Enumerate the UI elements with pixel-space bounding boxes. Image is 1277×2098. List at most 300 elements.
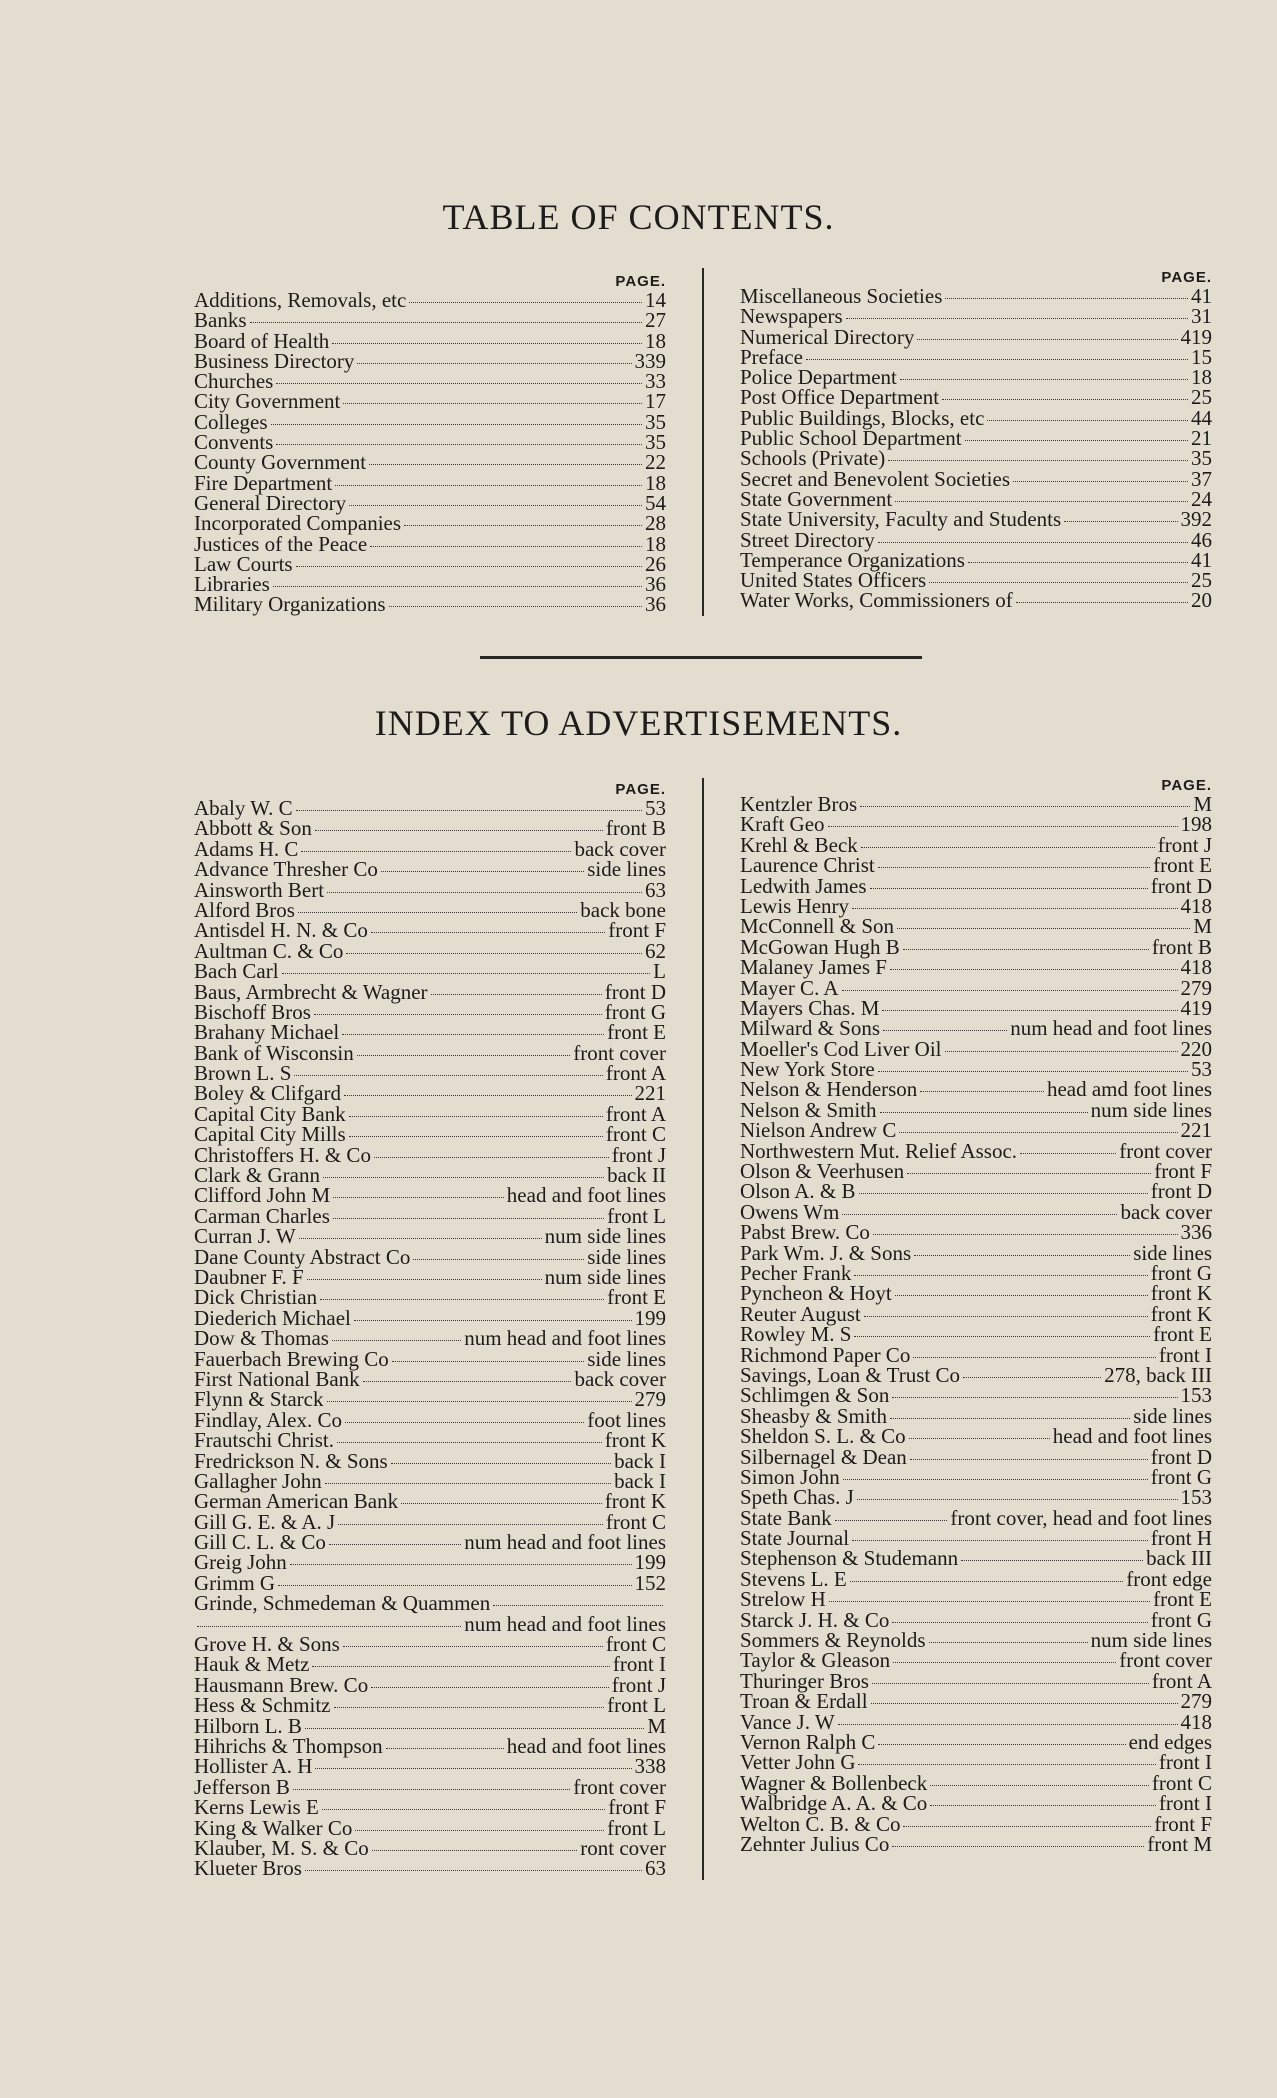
entry-page: 53 [1191,1057,1212,1082]
adv-entry [740,873,1212,898]
toc-entry [194,572,666,597]
adv-entry [740,1342,1212,1367]
entry-name: Churches [194,369,274,394]
dot-leader [323,1177,604,1178]
entry-page: 35 [1191,446,1212,471]
entry-name: Gallagher John [194,1468,322,1493]
entry-page: 21 [1191,426,1212,451]
entry-page: 338 [634,1754,666,1779]
entry-page: num side lines [544,1264,666,1289]
entry-page: 220 [1180,1036,1212,1061]
entry-name: Laurence Christ [740,853,875,878]
dot-leader [312,1666,609,1667]
dot-leader [930,1805,1156,1806]
entry-name: Taylor & Gleason [740,1648,891,1673]
adv-entry [740,1464,1212,1489]
adv-entry [194,1346,666,1371]
dot-leader [372,1850,578,1851]
entry-page: 18 [645,470,666,495]
entry-name: Hihrichs & Thompson [194,1733,383,1758]
entry-name: Nielson Andrew C [740,1118,897,1143]
entry-name: Secret and Benevolent Societies [740,466,1010,491]
dot-leader [870,888,1148,889]
dot-leader [878,542,1188,543]
dot-leader [883,1030,1007,1031]
adv-entry [194,857,666,882]
entry-name: Nelson & Smith [740,1097,877,1122]
dot-leader [892,1846,1144,1847]
entry-name: Findlay, Alex. Co [194,1407,342,1432]
dot-leader [327,892,642,893]
entry-name: Additions, Removals, etc [194,288,407,312]
entry-page: back cover [574,836,666,861]
entry-name: New York Store [740,1057,875,1082]
entry-name: Milward & Sons [740,1016,881,1041]
entry-page: front L [607,1203,666,1228]
entry-page: 336 [1180,1220,1212,1245]
entry-page: front B [605,816,666,841]
entry-page: back I [614,1448,666,1473]
dot-leader [315,830,603,831]
entry-page: 153 [1180,1485,1212,1510]
entry-name: Colleges [194,409,268,434]
entry-name: Clifford John M [194,1183,331,1208]
entry-page: side lines [587,1346,666,1371]
entry-page: 24 [1191,486,1212,511]
toc-entry [740,486,1212,511]
dot-leader [878,1071,1188,1072]
entry-name: Kentzler Bros [740,792,858,816]
toc-entry [194,409,666,434]
dot-leader [333,1197,504,1198]
adv-entry [740,1159,1212,1184]
dot-leader [882,1010,1177,1011]
adv-entry [194,918,666,943]
dot-leader [871,1703,1178,1704]
dot-leader [346,953,642,954]
entry-page: head and foot lines [1052,1424,1212,1449]
adv-entry [194,1774,666,1799]
adv-entry [740,955,1212,980]
dot-leader [929,582,1188,583]
entry-name: Newspapers [740,304,843,329]
entry-name: Klueter Bros [194,1856,302,1881]
entry-page: front F [608,1795,666,1820]
entry-page: num side lines [1090,1628,1212,1653]
toc-entry [740,304,1212,329]
toc-entry [740,426,1212,451]
dot-leader [942,399,1188,400]
toc-entry [740,405,1212,430]
entry-name: City Government [194,389,341,414]
adv-entry [740,1444,1212,1469]
entry-name: Carman Charles [194,1203,330,1228]
dot-leader [276,383,642,384]
entry-name: Klauber, M. S. & Co [194,1835,369,1860]
adv-entry [740,1546,1212,1571]
dot-leader [850,1581,1124,1582]
entry-name: Street Directory [740,527,875,552]
toc-column-divider [702,268,704,616]
entry-page: 53 [645,796,666,820]
adv-entry [194,1203,666,1228]
entry-page: M [1193,914,1212,939]
entry-page: front F [1154,1159,1212,1184]
entry-name: Krehl & Beck [740,832,858,857]
dot-leader [307,1279,542,1280]
entry-name: Olson & Veerhusen [740,1159,905,1184]
entry-page: front D [1150,1179,1212,1204]
entry-name: Richmond Paper Co [740,1342,911,1367]
adv-entry [194,959,666,984]
adv-entry [740,1097,1212,1122]
dot-leader [335,485,642,486]
toc-entry [194,369,666,394]
adv-entry [194,1468,666,1493]
dot-leader [345,1422,584,1423]
entry-name: Walbridge A. A. & Co [740,1791,928,1816]
entry-name: County Government [194,450,367,475]
adv-entry [194,979,666,1004]
entry-name: Jefferson B [194,1774,290,1799]
entry-page: M [1193,792,1212,816]
entry-name: Troan & Erdall [740,1689,868,1714]
entry-name: Hess & Schmitz [194,1693,331,1718]
adv-entry [194,1163,666,1188]
adv-entry [740,934,1212,959]
adv-entry [740,853,1212,878]
entry-name: Sheasby & Smith [740,1403,888,1428]
adv-entry [740,812,1212,837]
entry-name: Sommers & Reynolds [740,1628,926,1653]
entry-page: 31 [1191,304,1212,329]
entry-page: 18 [1191,365,1212,390]
dot-leader [900,379,1188,380]
entry-name: Stevens L. E [740,1566,847,1591]
entry-page: back cover [1120,1199,1212,1224]
adv-entry [194,1754,666,1779]
entry-name: Thuringer Bros [740,1668,869,1693]
entry-name: Aultman C. & Co [194,938,344,963]
adv-entry [194,1652,666,1677]
dot-leader [878,1744,1125,1745]
entry-page: num head and foot lines [1010,1016,1212,1041]
dot-leader [888,460,1188,461]
entry-name: Savings, Loan & Trust Co [740,1362,960,1387]
dot-leader [282,973,651,974]
entry-name: Rowley M. S [740,1322,852,1347]
entry-name: Hilborn L. B [194,1713,302,1738]
entry-page: 14 [645,288,666,312]
entry-page: front L [607,1693,666,1718]
dot-leader [873,1234,1178,1235]
dot-leader [409,302,642,303]
entry-page: back cover [574,1366,666,1391]
dot-leader [333,1218,604,1219]
adv-entry [194,1693,666,1718]
entry-page: front C [605,1509,666,1534]
entry-name: Kraft Geo [740,812,825,837]
adv-entry [194,1305,666,1330]
entry-name: Daubner F. F [194,1264,304,1289]
dot-leader [880,1112,1088,1113]
adv-entry [740,1016,1212,1041]
toc-left-page-header: PAGE. [615,273,666,290]
entry-name: Hausmann Brew. Co [194,1672,369,1697]
entry-name: Capital City Bank [194,1101,346,1126]
dot-leader [854,1336,1150,1337]
entry-page: 419 [1180,324,1212,349]
adv-entry [740,1587,1212,1612]
entry-name: McConnell & Son [740,914,895,939]
dot-leader [892,1622,1147,1623]
adv-entry [740,1689,1212,1714]
entry-name: Fire Department [194,470,333,495]
entry-page: foot lines [587,1407,666,1432]
adv-entry [194,1530,666,1555]
dot-leader [329,1544,461,1545]
adv-entry [194,1611,666,1636]
adv-entry [740,1791,1212,1816]
adv-entry [194,1183,666,1208]
dot-leader [963,1377,1101,1378]
entry-name: Fredrickson N. & Sons [194,1448,388,1473]
entry-name: Military Organizations [194,592,386,617]
toc-entry [740,466,1212,491]
entry-page: num head and foot lines [464,1611,666,1636]
entry-name: German American Bank [194,1489,399,1514]
entry-page: 46 [1191,527,1212,552]
entry-page: 221 [634,1081,666,1106]
dot-leader [299,1238,542,1239]
toc-entry [740,344,1212,369]
dot-leader [1013,481,1188,482]
entry-name: State Journal [740,1526,850,1551]
adv-entry [740,1668,1212,1693]
entry-name: Mayer C. A [740,975,839,1000]
dot-leader [354,1320,632,1321]
entry-name: Pabst Brew. Co [740,1220,870,1245]
entry-name: Grimm G [194,1570,276,1595]
entry-name: Preface [740,344,803,369]
entry-name: Northwestern Mut. Relief Assoc. [740,1138,1018,1163]
entry-page: front E [1153,1322,1212,1347]
entry-name: Vernon Ralph C [740,1729,876,1754]
entry-name: Law Courts [194,551,293,576]
adv-entry [194,1509,666,1534]
entry-name: Diederich Michael [194,1305,351,1330]
adv-entry [740,1057,1212,1082]
dot-leader [903,1826,1151,1827]
adv-entry [740,832,1212,857]
adv-entry [740,975,1212,1000]
dot-leader [842,1214,1117,1215]
toc-entry [740,385,1212,410]
entry-name: Public Buildings, Blocks, etc [740,405,985,430]
entry-page: front cover, head and foot lines [950,1505,1212,1530]
adv-entry [194,938,666,963]
adv-entry [740,1566,1212,1591]
toc-entry [194,592,666,617]
entry-page: front G [1150,1607,1212,1632]
dot-leader [294,1075,602,1076]
entry-page: 18 [645,328,666,353]
adv-entry [194,1856,666,1881]
adv-column-divider [702,778,704,1880]
dot-leader [917,339,1177,340]
entry-name: Incorporated Companies [194,511,402,536]
dot-leader [909,1438,1050,1439]
entry-page: front C [605,1632,666,1657]
entry-page: 153 [1180,1383,1212,1408]
entry-name: Curran J. W [194,1224,296,1249]
entry-page: front K [1150,1281,1212,1306]
entry-page: back II [607,1163,666,1188]
dot-leader [391,1463,611,1464]
entry-page: front I [1158,1750,1212,1775]
dot-leader [349,1116,603,1117]
entry-name: Vetter John G [740,1750,856,1775]
entry-name: Sheldon S. L. & Co [740,1424,906,1449]
adv-entry [194,1795,666,1820]
entry-name: Lewis Henry [740,893,850,918]
entry-name: Hauk & Metz [194,1652,310,1677]
entry-page: front F [608,918,666,943]
dot-leader [903,949,1149,950]
dot-leader [1064,521,1177,522]
entry-name: Nelson & Henderson [740,1077,918,1102]
entry-name: Olson A. & B [740,1179,856,1204]
entry-page: 62 [645,938,666,963]
entry-page: back I [614,1468,666,1493]
adv-entry [194,816,666,841]
toc-title: TABLE OF CONTENTS. [442,197,835,237]
entry-name: Starck J. H. & Co [740,1607,890,1632]
dot-leader [315,1768,631,1769]
entry-name: General Directory [194,490,347,515]
toc-entry [194,328,666,353]
entry-page: front L [607,1815,666,1840]
dot-leader [920,1091,1044,1092]
entry-name: Banks [194,308,247,333]
dot-leader [278,1585,631,1586]
adv-entry [194,1713,666,1738]
entry-page: 54 [645,490,666,515]
entry-page: front I [1158,1791,1212,1816]
entry-name: Silbernagel & Dean [740,1444,907,1469]
dot-leader [493,1605,663,1606]
entry-name: Abbott & Son [194,816,312,841]
dot-leader [381,871,584,872]
entry-page: 339 [634,348,666,373]
entry-page: front B [1151,934,1212,959]
entry-name: Grove H. & Sons [194,1632,340,1657]
dot-leader [858,1764,1155,1765]
dot-leader [945,1051,1178,1052]
adv-entry [740,1770,1212,1795]
dot-leader [860,806,1190,807]
entry-page: front I [1158,1342,1212,1367]
adv-entry [194,1407,666,1432]
entry-page: front cover [1119,1648,1212,1673]
entry-page: 418 [1180,893,1212,918]
entry-name: Greig John [194,1550,287,1575]
adv-entry [740,1526,1212,1551]
dot-leader [431,994,602,995]
adv-entry [194,798,666,818]
entry-name: Dick Christian [194,1285,318,1310]
adv-entry [740,1628,1212,1653]
entry-page: front edge [1126,1566,1212,1591]
dot-leader [349,1136,603,1137]
adv-entry [740,1199,1212,1224]
dot-leader [296,810,642,811]
adv-entry [194,1122,666,1147]
dot-leader [913,1357,1156,1358]
adv-entry [194,1428,666,1453]
entry-name: Board of Health [194,328,330,353]
entry-page: 33 [645,369,666,394]
entry-page: 26 [645,551,666,576]
entry-page: head amd foot lines [1046,1077,1212,1102]
dot-leader [343,1646,603,1647]
entry-page: front E [1153,1587,1212,1612]
toc-entry [194,430,666,455]
entry-name: Welton C. B. & Co [740,1811,901,1836]
adv-left-page-header: PAGE. [615,781,666,798]
entry-name: State University, Faculty and Students [740,507,1062,532]
entry-name: Fauerbach Brewing Co [194,1346,389,1371]
dot-leader [895,501,1188,502]
dot-leader [273,586,642,587]
entry-page: front E [1153,853,1212,878]
entry-name: Dow & Thomas [194,1326,329,1351]
dot-leader [343,403,642,404]
dot-leader [872,1683,1149,1684]
entry-page: 279 [634,1387,666,1412]
dot-leader [965,440,1188,441]
entry-page: front A [1151,1668,1212,1693]
entry-page: front cover [1119,1138,1212,1163]
entry-page: 20 [1191,588,1212,613]
entry-page: 15 [1191,344,1212,369]
dot-leader [332,343,642,344]
entry-name: Bank of Wisconsin [194,1040,354,1065]
entry-page: num side lines [1090,1097,1212,1122]
toc-entry [194,490,666,515]
entry-name: Clark & Grann [194,1163,320,1188]
entry-page: front cover [573,1040,666,1065]
dot-leader [1020,1153,1116,1154]
entry-name: Strelow H [740,1587,826,1612]
dot-leader [914,1255,1130,1256]
dot-leader [929,1642,1088,1643]
dot-leader [363,1381,572,1382]
dot-leader [349,505,642,506]
entry-page: 27 [645,308,666,333]
adv-entry [740,1260,1212,1285]
entry-name: Reuter August [740,1301,861,1326]
dot-leader [332,1340,461,1341]
entry-name: United States Officers [740,568,927,593]
entry-page: 35 [645,430,666,455]
entry-page: 198 [1180,812,1212,837]
dot-leader [897,928,1190,929]
adv-entry [194,1061,666,1086]
toc-entry [740,547,1212,572]
dot-leader [401,1503,602,1504]
entry-name: First National Bank [194,1366,360,1391]
